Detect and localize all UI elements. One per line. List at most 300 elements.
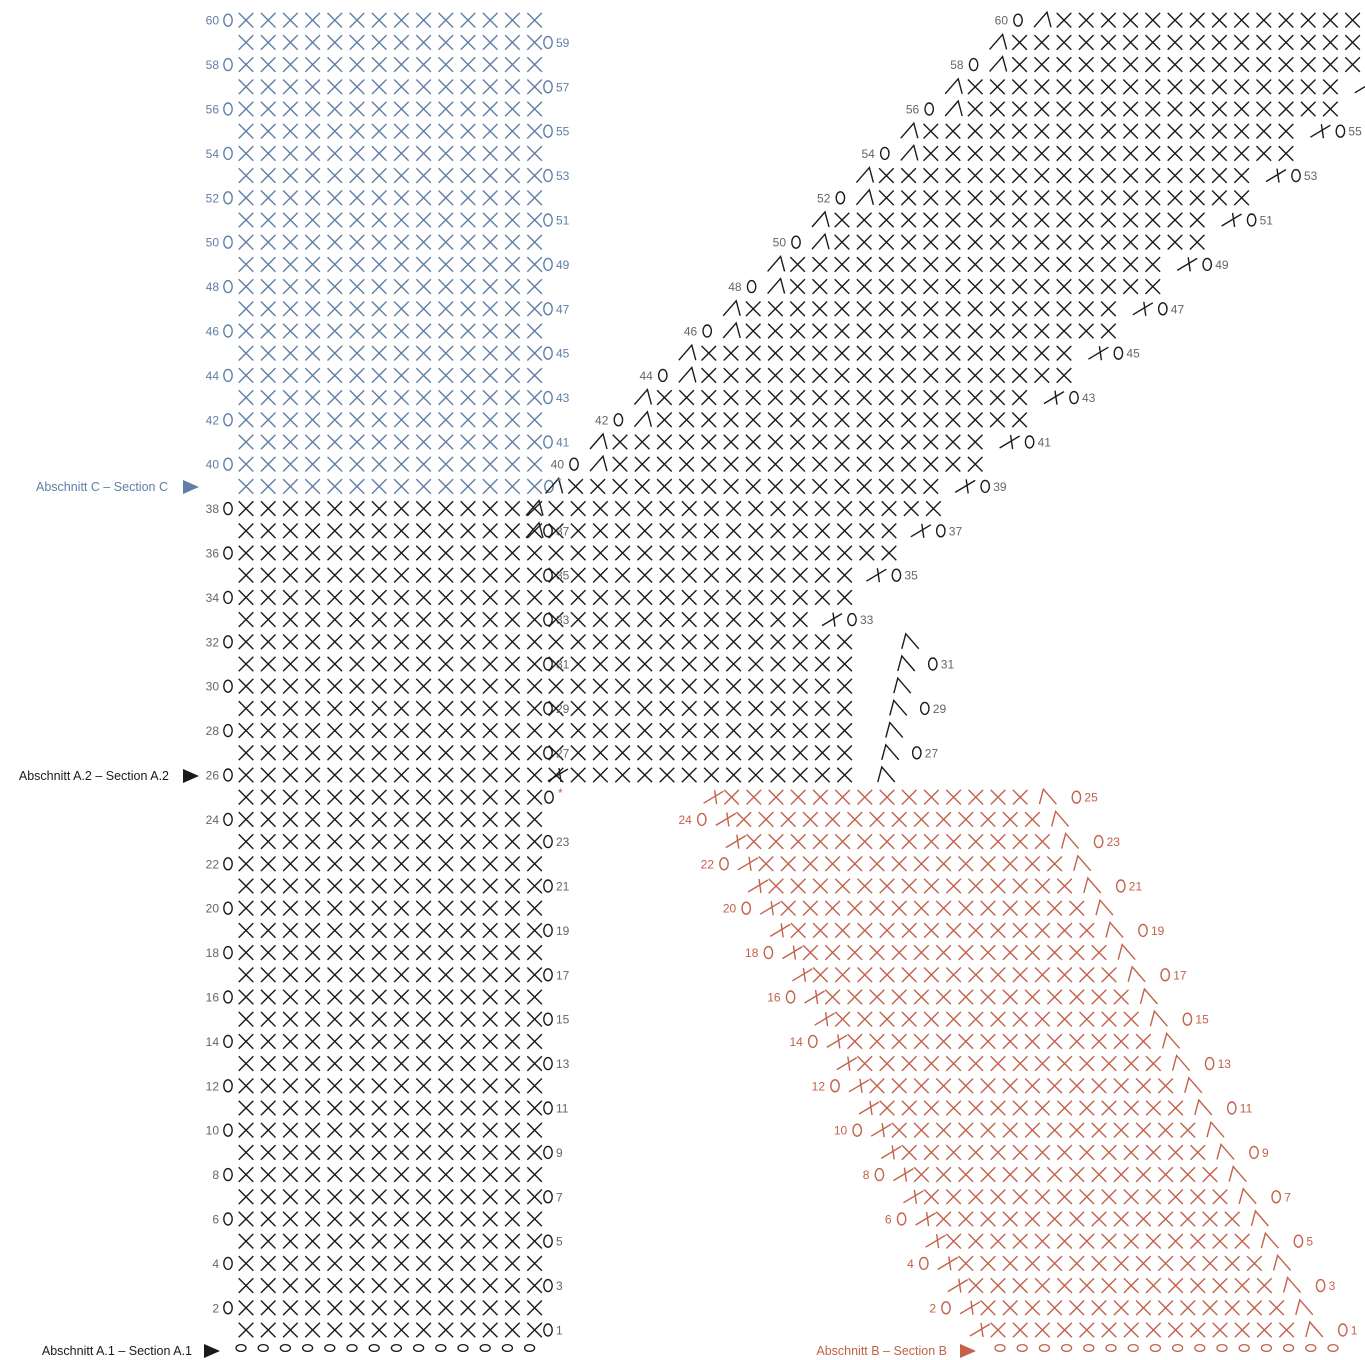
row-number: 9 bbox=[556, 1145, 563, 1160]
single-crochet-symbol bbox=[1079, 80, 1094, 95]
single-crochet-symbol bbox=[372, 368, 387, 383]
single-crochet-symbol bbox=[527, 612, 542, 627]
single-crochet-symbol bbox=[771, 546, 786, 561]
single-crochet-symbol bbox=[793, 590, 808, 605]
single-crochet-symbol bbox=[704, 768, 719, 783]
single-crochet-symbol bbox=[1168, 1278, 1183, 1293]
single-crochet-symbol bbox=[261, 857, 276, 872]
single-crochet-symbol bbox=[1225, 1301, 1240, 1316]
single-crochet-symbol bbox=[505, 679, 520, 694]
single-crochet-symbol bbox=[305, 124, 320, 139]
single-crochet-symbol bbox=[991, 790, 1006, 805]
row-number: 56 bbox=[205, 102, 219, 117]
single-crochet-symbol bbox=[1070, 945, 1085, 960]
single-crochet-symbol bbox=[239, 990, 254, 1005]
single-crochet-symbol bbox=[239, 390, 254, 405]
single-crochet-symbol bbox=[461, 1256, 476, 1271]
single-crochet-symbol bbox=[791, 879, 806, 894]
single-crochet-symbol bbox=[505, 945, 520, 960]
single-crochet-symbol bbox=[991, 879, 1006, 894]
single-crochet-symbol bbox=[239, 879, 254, 894]
increase-symbol bbox=[882, 745, 899, 760]
single-crochet-symbol bbox=[946, 124, 961, 139]
single-crochet-symbol bbox=[283, 546, 298, 561]
single-crochet-symbol bbox=[461, 413, 476, 428]
single-crochet-symbol bbox=[483, 1034, 498, 1049]
single-crochet-symbol bbox=[892, 1034, 907, 1049]
single-crochet-symbol bbox=[394, 1056, 409, 1071]
single-crochet-symbol bbox=[439, 945, 454, 960]
single-crochet-symbol bbox=[261, 1278, 276, 1293]
single-crochet-symbol bbox=[901, 346, 916, 361]
single-crochet-symbol bbox=[350, 768, 365, 783]
single-crochet-symbol bbox=[350, 191, 365, 206]
single-crochet-symbol bbox=[439, 368, 454, 383]
foundation-chain-symbol bbox=[1217, 1345, 1227, 1352]
single-crochet-symbol bbox=[969, 923, 984, 938]
single-crochet-symbol bbox=[1123, 124, 1138, 139]
single-crochet-symbol bbox=[261, 324, 276, 339]
single-crochet-symbol bbox=[946, 235, 961, 250]
single-crochet-symbol bbox=[328, 546, 343, 561]
single-crochet-symbol bbox=[924, 1101, 939, 1116]
single-crochet-symbol bbox=[372, 923, 387, 938]
row-number: 48 bbox=[205, 280, 219, 295]
single-crochet-symbol bbox=[969, 1101, 984, 1116]
single-crochet-symbol bbox=[394, 723, 409, 738]
single-crochet-symbol bbox=[461, 235, 476, 250]
single-crochet-symbol bbox=[968, 390, 983, 405]
single-crochet-symbol bbox=[483, 790, 498, 805]
single-crochet-symbol bbox=[305, 590, 320, 605]
single-crochet-symbol bbox=[1003, 1212, 1018, 1227]
single-crochet-symbol bbox=[768, 302, 783, 317]
single-crochet-symbol bbox=[1136, 1212, 1151, 1227]
single-crochet-symbol bbox=[439, 1278, 454, 1293]
single-crochet-symbol bbox=[527, 657, 542, 672]
single-crochet-symbol bbox=[946, 191, 961, 206]
single-crochet-symbol bbox=[704, 524, 719, 539]
single-crochet-symbol bbox=[416, 546, 431, 561]
single-crochet-symbol bbox=[615, 546, 630, 561]
single-crochet-symbol bbox=[549, 590, 564, 605]
single-crochet-symbol bbox=[305, 990, 320, 1005]
single-crochet-symbol bbox=[726, 657, 741, 672]
single-crochet-symbol bbox=[813, 368, 828, 383]
single-crochet-symbol bbox=[261, 479, 276, 494]
single-crochet-symbol bbox=[483, 57, 498, 72]
single-crochet-symbol bbox=[527, 546, 542, 561]
single-crochet-symbol bbox=[571, 590, 586, 605]
increase-symbol bbox=[1217, 1144, 1234, 1159]
single-crochet-symbol bbox=[1003, 857, 1018, 872]
single-crochet-symbol bbox=[1247, 1256, 1262, 1271]
decrease-symbol bbox=[871, 1123, 891, 1137]
increase-symbol bbox=[1128, 967, 1145, 982]
single-crochet-symbol bbox=[946, 435, 961, 450]
single-crochet-symbol bbox=[593, 546, 608, 561]
single-crochet-symbol bbox=[350, 1278, 365, 1293]
single-crochet-symbol bbox=[749, 524, 764, 539]
chain-symbol bbox=[720, 858, 728, 870]
single-crochet-symbol bbox=[505, 213, 520, 228]
single-crochet-symbol bbox=[283, 635, 298, 650]
single-crochet-symbol bbox=[461, 57, 476, 72]
chain-symbol bbox=[1294, 1235, 1302, 1247]
single-crochet-symbol bbox=[835, 346, 850, 361]
single-crochet-symbol bbox=[283, 257, 298, 272]
single-crochet-symbol bbox=[813, 390, 828, 405]
single-crochet-symbol bbox=[825, 990, 840, 1005]
single-crochet-symbol bbox=[372, 80, 387, 95]
row-number: 7 bbox=[1284, 1190, 1291, 1205]
single-crochet-symbol bbox=[1070, 990, 1085, 1005]
single-crochet-symbol bbox=[394, 812, 409, 827]
single-crochet-symbol bbox=[261, 390, 276, 405]
single-crochet-symbol bbox=[768, 324, 783, 339]
increase-symbol bbox=[945, 101, 962, 116]
single-crochet-symbol bbox=[1102, 1234, 1117, 1249]
single-crochet-symbol bbox=[1070, 1301, 1085, 1316]
chain-symbol bbox=[224, 1035, 232, 1047]
chain-symbol bbox=[875, 1169, 883, 1181]
single-crochet-symbol bbox=[483, 257, 498, 272]
single-crochet-symbol bbox=[239, 968, 254, 983]
single-crochet-symbol bbox=[768, 479, 783, 494]
single-crochet-symbol bbox=[1057, 1056, 1072, 1071]
row-number: 39 bbox=[993, 479, 1007, 494]
single-crochet-symbol bbox=[505, 657, 520, 672]
chain-symbol bbox=[1094, 836, 1102, 848]
single-crochet-symbol bbox=[981, 1034, 996, 1049]
single-crochet-symbol bbox=[1168, 191, 1183, 206]
increase-symbol bbox=[902, 634, 919, 649]
chain-symbol bbox=[1159, 303, 1167, 315]
single-crochet-symbol bbox=[527, 102, 542, 117]
chain-symbol bbox=[224, 1213, 232, 1225]
row-number: 27 bbox=[924, 746, 939, 761]
single-crochet-symbol bbox=[682, 768, 697, 783]
single-crochet-symbol bbox=[781, 857, 796, 872]
row-number: 49 bbox=[1215, 257, 1229, 272]
increase-symbol bbox=[1118, 945, 1135, 960]
single-crochet-symbol bbox=[1212, 191, 1227, 206]
single-crochet-symbol bbox=[439, 124, 454, 139]
single-crochet-symbol bbox=[936, 1123, 951, 1138]
single-crochet-symbol bbox=[593, 568, 608, 583]
decrease-symbol bbox=[960, 1301, 980, 1315]
single-crochet-symbol bbox=[902, 1145, 917, 1160]
single-crochet-symbol bbox=[749, 568, 764, 583]
single-crochet-symbol bbox=[439, 524, 454, 539]
single-crochet-symbol bbox=[350, 13, 365, 28]
single-crochet-symbol bbox=[372, 479, 387, 494]
chain-symbol bbox=[881, 147, 889, 159]
single-crochet-symbol bbox=[505, 168, 520, 183]
single-crochet-symbol bbox=[981, 812, 996, 827]
single-crochet-symbol bbox=[261, 723, 276, 738]
single-crochet-symbol bbox=[505, 390, 520, 405]
single-crochet-symbol bbox=[372, 257, 387, 272]
single-crochet-symbol bbox=[372, 1190, 387, 1205]
row-number: 17 bbox=[1173, 968, 1187, 983]
single-crochet-symbol bbox=[350, 612, 365, 627]
single-crochet-symbol bbox=[660, 768, 675, 783]
single-crochet-symbol bbox=[968, 302, 983, 317]
single-crochet-symbol bbox=[749, 679, 764, 694]
chain-symbol bbox=[929, 658, 937, 670]
single-crochet-symbol bbox=[439, 279, 454, 294]
single-crochet-symbol bbox=[1057, 80, 1072, 95]
foundation-chain-symbol bbox=[236, 1345, 246, 1352]
decrease-symbol bbox=[911, 524, 931, 538]
single-crochet-symbol bbox=[882, 546, 897, 561]
single-crochet-symbol bbox=[901, 390, 916, 405]
single-crochet-symbol bbox=[1123, 279, 1138, 294]
single-crochet-symbol bbox=[416, 168, 431, 183]
single-crochet-symbol bbox=[461, 302, 476, 317]
single-crochet-symbol bbox=[416, 990, 431, 1005]
single-crochet-symbol bbox=[372, 146, 387, 161]
single-crochet-symbol bbox=[372, 457, 387, 472]
single-crochet-symbol bbox=[483, 390, 498, 405]
single-crochet-symbol bbox=[505, 501, 520, 516]
single-crochet-symbol bbox=[505, 57, 520, 72]
single-crochet-symbol bbox=[239, 1167, 254, 1182]
chain-symbol bbox=[544, 1280, 552, 1292]
single-crochet-symbol bbox=[1190, 102, 1205, 117]
row-number: 10 bbox=[205, 1123, 219, 1138]
single-crochet-symbol bbox=[350, 80, 365, 95]
single-crochet-symbol bbox=[261, 657, 276, 672]
single-crochet-symbol bbox=[350, 1123, 365, 1138]
single-crochet-symbol bbox=[372, 191, 387, 206]
single-crochet-symbol bbox=[615, 657, 630, 672]
single-crochet-symbol bbox=[328, 80, 343, 95]
single-crochet-symbol bbox=[483, 657, 498, 672]
single-crochet-symbol bbox=[350, 1056, 365, 1071]
single-crochet-symbol bbox=[1102, 968, 1117, 983]
single-crochet-symbol bbox=[660, 590, 675, 605]
single-crochet-symbol bbox=[1092, 1079, 1107, 1094]
single-crochet-symbol bbox=[835, 834, 850, 849]
single-crochet-symbol bbox=[968, 102, 983, 117]
chain-symbol bbox=[224, 991, 232, 1003]
chain-symbol bbox=[544, 436, 552, 448]
single-crochet-symbol bbox=[1191, 1278, 1206, 1293]
single-crochet-symbol bbox=[350, 390, 365, 405]
single-crochet-symbol bbox=[372, 857, 387, 872]
single-crochet-symbol bbox=[483, 1145, 498, 1160]
single-crochet-symbol bbox=[702, 346, 717, 361]
single-crochet-symbol bbox=[793, 501, 808, 516]
single-crochet-symbol bbox=[858, 879, 873, 894]
single-crochet-symbol bbox=[969, 1145, 984, 1160]
chain-symbol bbox=[659, 369, 667, 381]
single-crochet-symbol bbox=[505, 524, 520, 539]
single-crochet-symbol bbox=[416, 501, 431, 516]
single-crochet-symbol bbox=[328, 146, 343, 161]
single-crochet-symbol bbox=[914, 945, 929, 960]
single-crochet-symbol bbox=[1057, 1234, 1072, 1249]
single-crochet-symbol bbox=[781, 901, 796, 916]
chain-symbol bbox=[747, 281, 755, 293]
single-crochet-symbol bbox=[813, 324, 828, 339]
foundation-chain-symbol bbox=[436, 1345, 446, 1352]
single-crochet-symbol bbox=[350, 1256, 365, 1271]
single-crochet-symbol bbox=[372, 524, 387, 539]
single-crochet-symbol bbox=[914, 1123, 929, 1138]
single-crochet-symbol bbox=[328, 1190, 343, 1205]
single-crochet-symbol bbox=[239, 923, 254, 938]
single-crochet-symbol bbox=[1136, 1301, 1151, 1316]
single-crochet-symbol bbox=[461, 146, 476, 161]
row-number: 37 bbox=[556, 524, 570, 539]
single-crochet-symbol bbox=[1168, 146, 1183, 161]
single-crochet-symbol bbox=[1146, 1234, 1161, 1249]
section-label-c: Abschnitt C – Section C bbox=[35, 480, 168, 494]
single-crochet-symbol bbox=[439, 346, 454, 361]
single-crochet-symbol bbox=[768, 346, 783, 361]
single-crochet-symbol bbox=[372, 1301, 387, 1316]
single-crochet-symbol bbox=[328, 1212, 343, 1227]
single-crochet-symbol bbox=[283, 390, 298, 405]
single-crochet-symbol bbox=[394, 457, 409, 472]
row-number: 37 bbox=[948, 524, 963, 539]
chain-symbol bbox=[764, 947, 772, 959]
section-b-arrow-icon bbox=[960, 1344, 976, 1358]
increase-symbol bbox=[1284, 1278, 1301, 1293]
single-crochet-symbol bbox=[439, 168, 454, 183]
single-crochet-symbol bbox=[350, 1079, 365, 1094]
single-crochet-symbol bbox=[261, 124, 276, 139]
single-crochet-symbol bbox=[1114, 1167, 1129, 1182]
single-crochet-symbol bbox=[394, 390, 409, 405]
single-crochet-symbol bbox=[328, 1167, 343, 1182]
foundation-chain-symbol bbox=[525, 1345, 535, 1352]
single-crochet-symbol bbox=[702, 479, 717, 494]
single-crochet-symbol bbox=[615, 568, 630, 583]
single-crochet-symbol bbox=[461, 768, 476, 783]
single-crochet-symbol bbox=[505, 279, 520, 294]
decrease-symbol bbox=[1355, 80, 1365, 94]
single-crochet-symbol bbox=[416, 1256, 431, 1271]
single-crochet-symbol bbox=[679, 413, 694, 428]
single-crochet-symbol bbox=[1092, 1123, 1107, 1138]
chain-symbol bbox=[703, 325, 711, 337]
single-crochet-symbol bbox=[239, 324, 254, 339]
single-crochet-symbol bbox=[793, 679, 808, 694]
single-crochet-symbol bbox=[1190, 213, 1205, 228]
single-crochet-symbol bbox=[991, 1190, 1006, 1205]
single-crochet-symbol bbox=[880, 790, 895, 805]
single-crochet-symbol bbox=[1168, 1234, 1183, 1249]
single-crochet-symbol bbox=[394, 1278, 409, 1293]
foundation-chain-symbol bbox=[1261, 1345, 1271, 1352]
single-crochet-symbol bbox=[1146, 1278, 1161, 1293]
single-crochet-symbol bbox=[969, 1278, 984, 1293]
single-crochet-symbol bbox=[350, 124, 365, 139]
single-crochet-symbol bbox=[527, 1079, 542, 1094]
single-crochet-symbol bbox=[239, 1190, 254, 1205]
single-crochet-symbol bbox=[461, 901, 476, 916]
chain-symbol bbox=[544, 81, 552, 93]
single-crochet-symbol bbox=[527, 413, 542, 428]
single-crochet-symbol bbox=[901, 257, 916, 272]
single-crochet-symbol bbox=[439, 590, 454, 605]
single-crochet-symbol bbox=[394, 990, 409, 1005]
row-number: 11 bbox=[556, 1101, 569, 1116]
single-crochet-symbol bbox=[638, 768, 653, 783]
single-crochet-symbol bbox=[1092, 1167, 1107, 1182]
single-crochet-symbol bbox=[328, 879, 343, 894]
single-crochet-symbol bbox=[726, 524, 741, 539]
single-crochet-symbol bbox=[660, 723, 675, 738]
single-crochet-symbol bbox=[239, 146, 254, 161]
single-crochet-symbol bbox=[1057, 235, 1072, 250]
chain-symbol bbox=[921, 702, 929, 714]
single-crochet-symbol bbox=[350, 257, 365, 272]
single-crochet-symbol bbox=[946, 1056, 961, 1071]
single-crochet-symbol bbox=[946, 390, 961, 405]
row-number: 13 bbox=[1217, 1057, 1231, 1072]
chain-symbol bbox=[544, 1013, 552, 1025]
single-crochet-symbol bbox=[483, 679, 498, 694]
single-crochet-symbol bbox=[959, 1079, 974, 1094]
single-crochet-symbol bbox=[657, 457, 672, 472]
single-crochet-symbol bbox=[968, 213, 983, 228]
single-crochet-symbol bbox=[1057, 13, 1072, 28]
single-crochet-symbol bbox=[1013, 968, 1028, 983]
chain-symbol bbox=[1072, 791, 1080, 803]
single-crochet-symbol bbox=[505, 1079, 520, 1094]
single-crochet-symbol bbox=[416, 679, 431, 694]
single-crochet-symbol bbox=[946, 457, 961, 472]
single-crochet-symbol bbox=[350, 568, 365, 583]
single-crochet-symbol bbox=[1101, 124, 1116, 139]
single-crochet-symbol bbox=[1057, 146, 1072, 161]
single-crochet-symbol bbox=[660, 657, 675, 672]
single-crochet-symbol bbox=[350, 1101, 365, 1116]
single-crochet-symbol bbox=[990, 390, 1005, 405]
decrease-symbol bbox=[948, 1279, 968, 1293]
single-crochet-symbol bbox=[791, 790, 806, 805]
single-crochet-symbol bbox=[682, 568, 697, 583]
single-crochet-symbol bbox=[261, 1101, 276, 1116]
decrease-symbol bbox=[738, 857, 758, 871]
single-crochet-symbol bbox=[879, 435, 894, 450]
single-crochet-symbol bbox=[660, 701, 675, 716]
chain-symbol bbox=[1205, 1058, 1213, 1070]
single-crochet-symbol bbox=[793, 568, 808, 583]
single-crochet-symbol bbox=[394, 1234, 409, 1249]
decrease-symbol bbox=[938, 1256, 958, 1270]
single-crochet-symbol bbox=[305, 568, 320, 583]
increase-symbol bbox=[990, 57, 1007, 72]
single-crochet-symbol bbox=[837, 657, 852, 672]
chain-symbol bbox=[1247, 214, 1255, 226]
single-crochet-symbol bbox=[394, 435, 409, 450]
single-crochet-symbol bbox=[261, 1145, 276, 1160]
foundation-chain-symbol bbox=[414, 1345, 424, 1352]
single-crochet-symbol bbox=[350, 302, 365, 317]
single-crochet-symbol bbox=[328, 413, 343, 428]
single-crochet-symbol bbox=[461, 213, 476, 228]
single-crochet-symbol bbox=[461, 945, 476, 960]
single-crochet-symbol bbox=[704, 501, 719, 516]
single-crochet-symbol bbox=[1257, 57, 1272, 72]
single-crochet-symbol bbox=[968, 80, 983, 95]
